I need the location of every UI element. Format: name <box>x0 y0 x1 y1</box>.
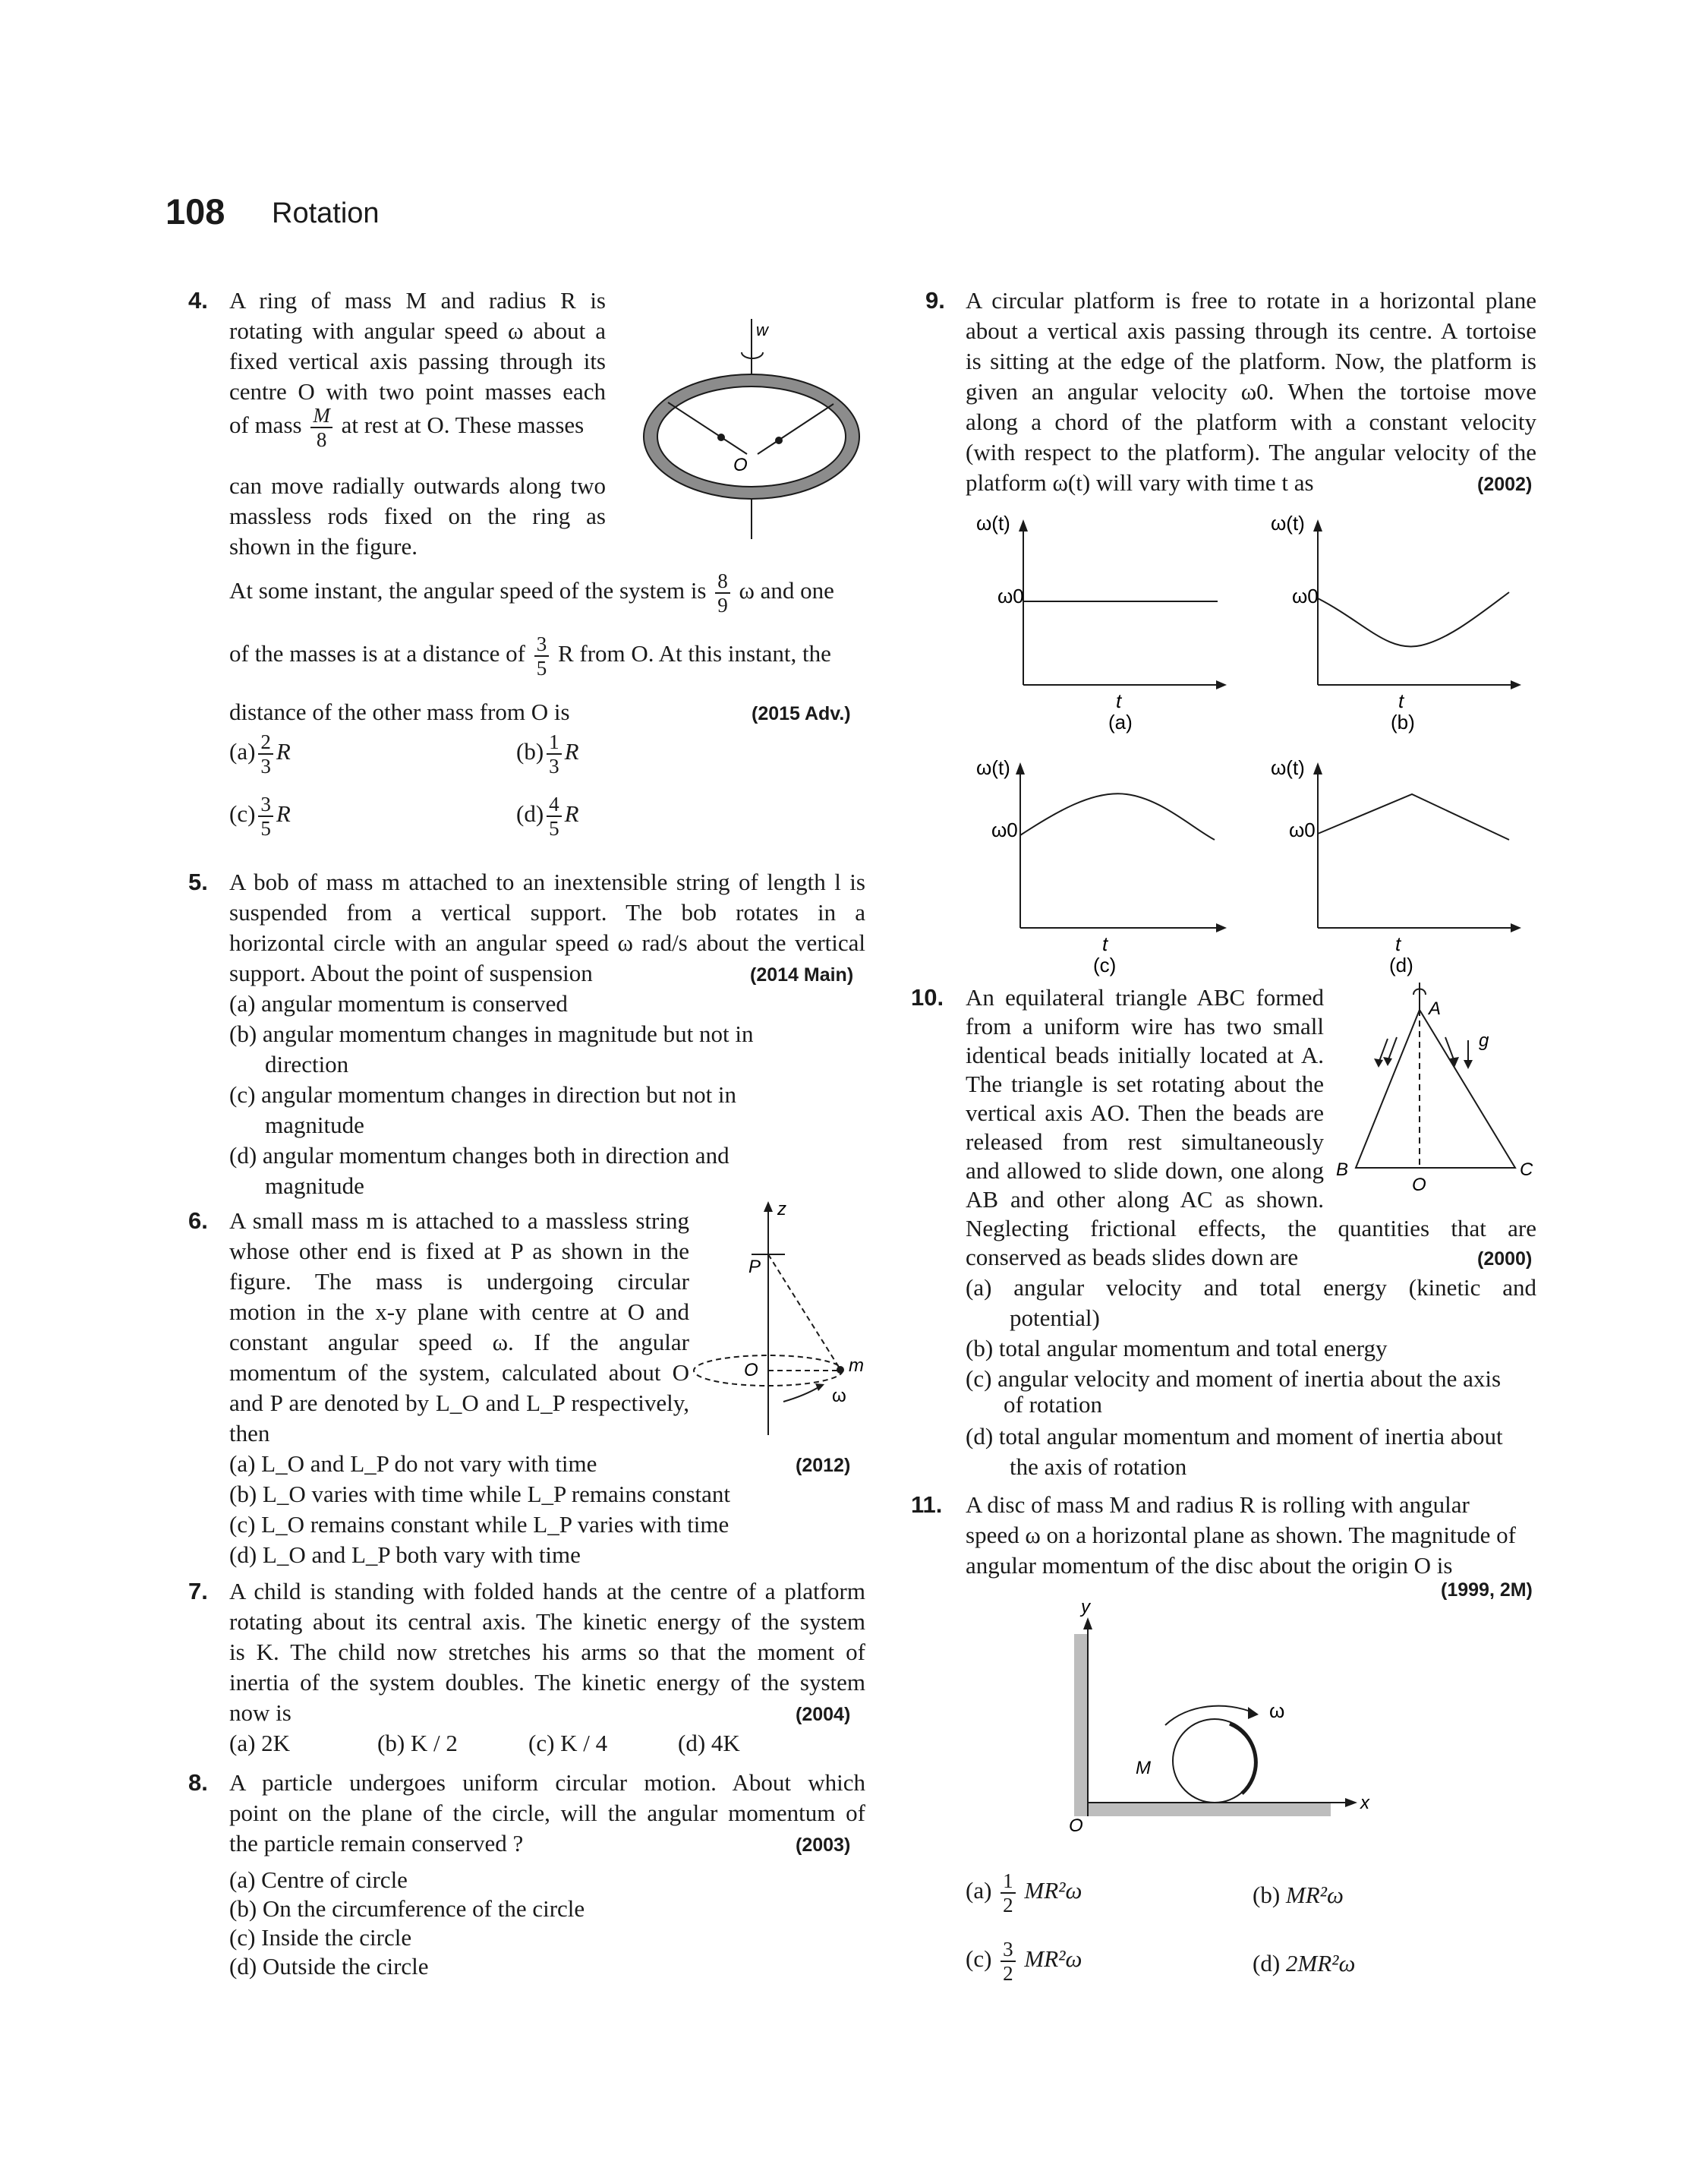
q9-line: platform ω(t) will vary with time t as <box>966 469 1314 496</box>
q7-line: now is <box>229 1699 291 1726</box>
arrow-down-icon <box>1383 1057 1392 1066</box>
q10-line: AB and other along AC as shown. <box>966 1186 1324 1213</box>
q9-label-d: (d) <box>1389 954 1413 976</box>
q11-number: 11. <box>911 1491 943 1518</box>
q6-m-label: m <box>849 1355 864 1376</box>
page-number: 108 <box>165 191 225 232</box>
q9-w0-label: ω0 <box>1292 585 1319 607</box>
q5-option-a[interactable]: (a) angular momentum is conserved <box>229 990 568 1017</box>
chapter-title: Rotation <box>272 197 380 229</box>
q6-option-c[interactable]: (c) L_O remains constant while L_P varies with time <box>229 1511 730 1538</box>
q4-last-line: distance of the other mass from O is <box>229 699 570 725</box>
q7-line: A child is standing with folded hands at the centre of a platform <box>229 1578 865 1604</box>
arrow-up-icon <box>1313 519 1322 532</box>
q5-line: support. About the point of suspension <box>229 960 593 986</box>
q10-option-a[interactable]: (a) angular velocity and total energy (kinetic and <box>966 1274 1536 1301</box>
arrow-icon <box>815 1383 824 1391</box>
q8-year: (2003) <box>796 1834 851 1856</box>
q7-number: 7. <box>188 1578 208 1604</box>
q9-line: about a vertical axis passing through its centre. A tortoise <box>966 317 1536 344</box>
q6-line: then <box>229 1420 270 1446</box>
q11-option-c[interactable]: (c) $\frac{3}{2}$ MR²ω <box>966 1938 1082 1985</box>
q9-curve-c <box>1020 793 1215 840</box>
arrow-up-icon <box>1019 519 1028 532</box>
q9-line: A circular platform is free to rotate in a horizontal plane <box>966 287 1536 314</box>
q6-option-d[interactable]: (d) L_O and L_P both vary with time <box>229 1541 581 1568</box>
q11-option-b[interactable]: (b) MR²ω <box>1253 1882 1344 1908</box>
q10-option-b[interactable]: (b) total angular momentum and total energy <box>966 1335 1388 1361</box>
q5-line: suspended from a vertical support. The bob rotates in a <box>229 899 865 926</box>
q9-w0-label: ω0 <box>997 585 1024 607</box>
point-mass <box>775 437 783 444</box>
q4-line: A ring of mass M and radius R is <box>229 287 606 314</box>
q8-line: point on the plane of the circle, will the angular momentum of <box>229 1800 865 1826</box>
arrow-right-icon <box>1216 680 1227 689</box>
q8-option-d[interactable]: (d) Outside the circle <box>229 1953 429 1980</box>
q8-option-c[interactable]: (c) Inside the circle <box>229 1924 412 1951</box>
q10-year: (2000) <box>1477 1248 1533 1270</box>
q11-o-label: O <box>1069 1815 1083 1836</box>
q10-number: 10. <box>911 984 944 1011</box>
arrow-right-icon <box>1345 1798 1357 1807</box>
q9-ylabel: ω(t) <box>1271 756 1305 779</box>
q10-c-label: C <box>1520 1159 1533 1180</box>
q5-line: horizontal circle with an angular speed ω rad/s about the vertical <box>229 929 865 956</box>
q4-line: massless rods fixed on the ring as <box>229 503 606 529</box>
arrow-up-icon <box>764 1201 773 1212</box>
q4-line: can move radially outwards along two <box>229 472 606 499</box>
q9-xlabel: t <box>1116 689 1122 712</box>
q9-graph-c <box>972 752 1222 976</box>
q6-line: figure. The mass is undergoing circular <box>229 1268 689 1295</box>
q11-x-label: x <box>1360 1793 1369 1813</box>
q9-ylabel: ω(t) <box>976 756 1010 779</box>
q9-ylabel: ω(t) <box>1271 512 1305 535</box>
q7-option-a[interactable]: (a) 2K <box>229 1730 291 1756</box>
q7-year: (2004) <box>796 1704 851 1725</box>
q4-line: centre O with two point masses each <box>229 378 606 405</box>
q4-number: 4. <box>188 287 208 314</box>
q6-option-a[interactable]: (a) L_O and L_P do not vary with time <box>229 1450 597 1477</box>
q8-line: the particle remain conserved ? <box>229 1830 524 1856</box>
q6-z-label: z <box>777 1199 786 1219</box>
q4-line: rotating with angular speed ω about a <box>229 317 606 344</box>
q10-line: An equilateral triangle ABC formed <box>966 984 1324 1011</box>
q4-instant-line: At some instant, the angular speed of the system is $\frac{8}{9}$ ω and one <box>229 569 834 617</box>
arrow-icon <box>1248 1707 1259 1719</box>
q9-w0-label: ω0 <box>1289 819 1316 841</box>
q5-option-c[interactable]: (c) angular momentum changes in direction but not in <box>229 1081 737 1108</box>
q10-triangle-figure <box>1336 980 1549 1195</box>
q6-number: 6. <box>188 1207 208 1234</box>
q10-line: The triangle is set rotating about the <box>966 1071 1324 1097</box>
q10-option-d-cont: the axis of rotation <box>1010 1453 1187 1480</box>
q6-pendulum-figure <box>698 1200 873 1435</box>
q9-line: (with respect to the platform). The angular velocity of the <box>966 439 1536 465</box>
arrow-right-icon <box>1216 923 1227 932</box>
q6-w-label: ω <box>832 1386 846 1406</box>
arrow-down-icon <box>1464 1060 1473 1069</box>
q10-o-label: O <box>1412 1175 1426 1195</box>
q4-option-a[interactable]: (a) $\frac{2}{3}$ R <box>229 730 291 778</box>
q5-year: (2014 Main) <box>750 964 854 986</box>
q9-line: given an angular velocity ω0. When the tortoise move <box>966 378 1536 405</box>
q10-option-a-cont: potential) <box>1010 1304 1100 1331</box>
q10-line: conserved as beads slides down are <box>966 1244 1299 1270</box>
q9-graph-b <box>1266 509 1517 733</box>
q9-graph-d <box>1266 752 1517 976</box>
q4-mass-line: of mass $\frac{M}{8}$ at rest at O. These masses <box>229 404 585 451</box>
q7-option-c[interactable]: (c) K / 4 <box>528 1730 608 1756</box>
q11-line: A disc of mass M and radius R is rolling with angular <box>966 1491 1470 1518</box>
q8-line: A particle undergoes uniform circular motion. About which <box>229 1769 865 1796</box>
q5-number: 5. <box>188 869 208 895</box>
q5-option-b-cont: direction <box>265 1051 349 1077</box>
q9-graph-a <box>972 509 1222 733</box>
q5-option-c-cont: magnitude <box>265 1112 364 1138</box>
point-mass <box>717 434 725 441</box>
q11-line: speed ω on a horizontal plane as shown. The magnitude of <box>966 1522 1516 1548</box>
q4-centre-label: O <box>733 455 748 475</box>
arrow-up-icon <box>1313 762 1322 774</box>
q7-line: rotating about its central axis. The kinetic energy of the system <box>229 1608 865 1635</box>
q11-line: angular momentum of the disc about the origin O is <box>966 1552 1453 1579</box>
q5-line: A bob of mass m attached to an inextensible string of length l is <box>229 869 865 895</box>
q7-line: is K. The child now stretches his arms so that the moment of <box>229 1639 865 1665</box>
q11-m-label: M <box>1136 1758 1151 1778</box>
q10-line: identical beads initially located at A. <box>966 1042 1324 1068</box>
q5-option-d-cont: magnitude <box>265 1172 364 1199</box>
q10-line: released from rest simultaneously <box>966 1128 1324 1155</box>
q6-line: whose other end is fixed at P as shown in the <box>229 1238 689 1264</box>
q10-line: Neglecting frictional effects, the quantities that are <box>966 1215 1536 1241</box>
q9-xlabel: t <box>1395 932 1401 955</box>
q4-line: fixed vertical axis passing through its <box>229 348 606 374</box>
q7-option-b[interactable]: (b) K / 2 <box>377 1730 458 1756</box>
q9-w0-label: ω0 <box>991 819 1018 841</box>
q9-ylabel: ω(t) <box>976 512 1010 535</box>
q8-option-b[interactable]: (b) On the circumference of the circle <box>229 1895 585 1922</box>
q4-option-c[interactable]: (c) $\frac{3}{5}$ R <box>229 793 291 840</box>
q6-p-label: P <box>748 1257 761 1277</box>
q11-y-label: y <box>1081 1597 1090 1617</box>
q4-line: shown in the figure. <box>229 533 418 560</box>
q10-a-label: A <box>1429 998 1442 1019</box>
q10-line: and allowed to slide down, one along <box>966 1157 1324 1184</box>
q9-curve-d <box>1318 794 1509 840</box>
q10-line: vertical axis AO. Then the beads are <box>966 1099 1324 1126</box>
q4-axis-label: w <box>756 320 768 339</box>
q11-option-a[interactable]: (a) $\frac{1}{2}$ MR²ω <box>966 1869 1082 1916</box>
q10-option-d[interactable]: (d) total angular momentum and moment of inertia about <box>966 1423 1503 1450</box>
q6-line: A small mass m is attached to a massless string <box>229 1207 689 1234</box>
q4-option-d[interactable]: (d) $\frac{4}{5}$ R <box>516 793 579 840</box>
q9-line: is sitting at the edge of the platform. Now, the platform is <box>966 348 1536 374</box>
q10-option-c-cont: of rotation <box>1004 1391 1102 1418</box>
q9-curve-b <box>1318 592 1509 647</box>
q9-number: 9. <box>925 287 945 314</box>
bob <box>837 1366 844 1374</box>
arrow-up-icon <box>1016 762 1025 774</box>
q10-g-label: g <box>1479 1030 1489 1051</box>
q9-label-b: (b) <box>1391 711 1415 733</box>
q5-option-b[interactable]: (b) angular momentum changes in magnitude but not in <box>229 1021 754 1047</box>
arrow-down-icon <box>1374 1058 1383 1068</box>
q9-line: along a chord of the platform with a constant velocity <box>966 409 1536 435</box>
q11-year: (1999, 2M) <box>1441 1579 1533 1601</box>
q6-line: momentum of the system, calculated about O <box>229 1359 689 1386</box>
q4-distance-line: of the masses is at a distance of $\frac{3}{5}$ R from O. At this instant, the <box>229 633 831 680</box>
q11-disc-figure <box>1063 1597 1369 1845</box>
q4-ring-figure <box>638 319 865 547</box>
q9-label-c: (c) <box>1093 954 1117 976</box>
q9-label-a: (a) <box>1108 711 1133 733</box>
q6-line: motion in the x-y plane with centre at O and <box>229 1298 689 1325</box>
q11-option-d[interactable]: (d) 2MR²ω <box>1253 1950 1356 1976</box>
q7-line: inertia of the system doubles. The kinetic energy of the system <box>229 1669 865 1696</box>
q6-option-b[interactable]: (b) L_O varies with time while L_P remains constant <box>229 1481 731 1507</box>
q4-option-b[interactable]: (b) $\frac{1}{3}$ R <box>516 730 579 778</box>
q6-o-label: O <box>744 1360 758 1380</box>
q8-option-a[interactable]: (a) Centre of circle <box>229 1866 408 1893</box>
arrow-up-icon <box>1083 1617 1092 1629</box>
q6-year: (2012) <box>796 1455 851 1476</box>
q10-line: from a uniform wire has two small <box>966 1013 1324 1039</box>
q4-year: (2015 Adv.) <box>752 703 851 724</box>
q5-option-d[interactable]: (d) angular momentum changes both in direction and <box>229 1142 730 1169</box>
q9-xlabel: t <box>1102 932 1108 955</box>
q10-option-c[interactable]: (c) angular velocity and moment of inertia about the axis <box>966 1365 1502 1392</box>
arrow-right-icon <box>1511 680 1521 689</box>
q7-option-d[interactable]: (d) 4K <box>678 1730 740 1756</box>
q10-b-label: B <box>1336 1159 1349 1180</box>
q11-w-label: ω <box>1269 1699 1285 1722</box>
q8-number: 8. <box>188 1769 208 1796</box>
q6-line: constant angular speed ω. If the angular <box>229 1329 689 1355</box>
arrow-right-icon <box>1511 923 1521 932</box>
q9-year: (2002) <box>1477 474 1533 495</box>
q6-line: and P are denoted by L_O and L_P respectively, <box>229 1390 689 1416</box>
q9-xlabel: t <box>1398 689 1404 712</box>
